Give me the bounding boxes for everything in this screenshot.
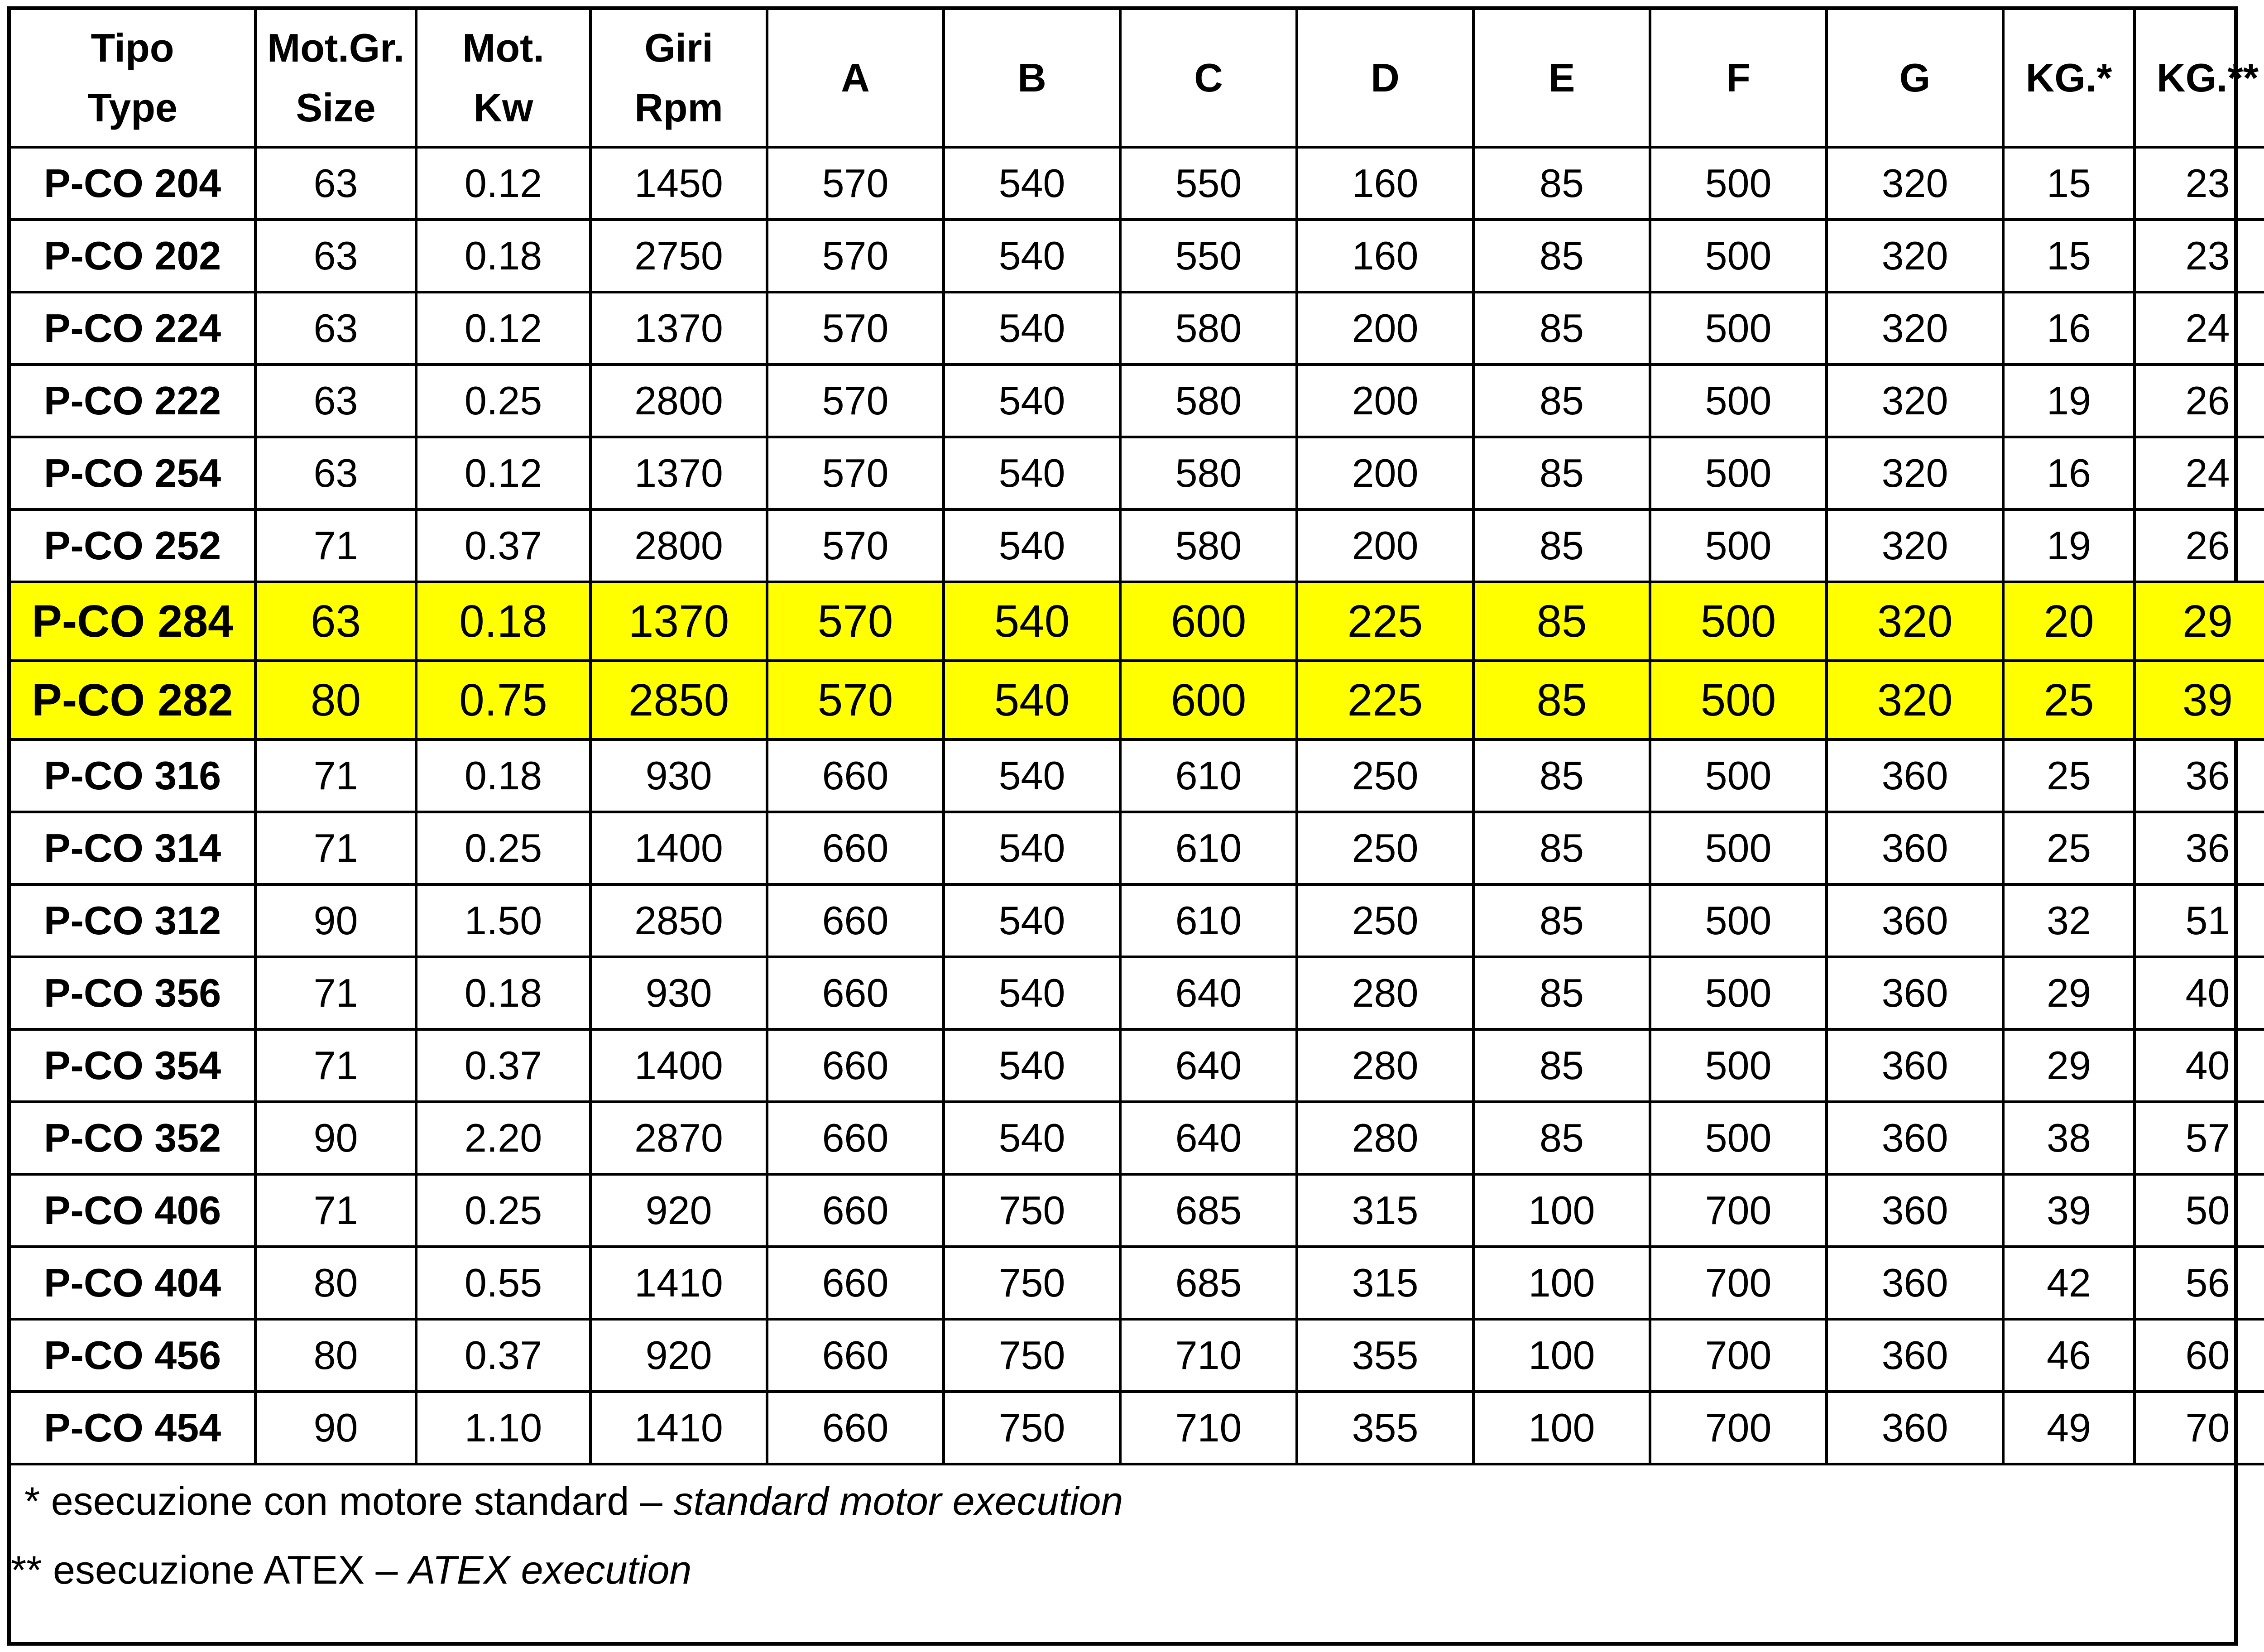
table-row	[11, 365, 2264, 437]
table-row	[11, 1174, 2264, 1247]
table-row	[11, 957, 2264, 1029]
cell-d: 200	[1297, 365, 1473, 437]
cell-kg-standard: 16	[2003, 292, 2134, 365]
cell-e: 85	[1473, 957, 1650, 1029]
header-type	[11, 10, 255, 147]
footnote-standard	[24, 1478, 1123, 1524]
cell-d: 355	[1297, 1319, 1473, 1392]
cell-a: 660	[767, 884, 944, 957]
header-type-en: Type	[87, 85, 177, 130]
cell-a: 570	[767, 365, 944, 437]
cell-c: 685	[1120, 1174, 1297, 1247]
cell-kg-standard: 49	[2003, 1392, 2134, 1464]
cell-rpm: 1410	[590, 1392, 767, 1464]
cell-kg-standard: 25	[2003, 812, 2134, 884]
cell-b: 540	[944, 582, 1120, 661]
cell-f: 500	[1650, 582, 1827, 661]
cell-kg-atex: 40	[2134, 1029, 2264, 1102]
cell-d: 280	[1297, 957, 1473, 1029]
cell-rpm: 2870	[590, 1102, 767, 1174]
cell-e: 85	[1473, 661, 1650, 740]
cell-d: 280	[1297, 1102, 1473, 1174]
cell-f: 500	[1650, 292, 1827, 365]
cell-kg-atex: 40	[2134, 957, 2264, 1029]
cell-kw: 0.37	[416, 1319, 590, 1392]
cell-type: P-CO 202	[11, 220, 255, 292]
cell-kg-standard: 15	[2003, 220, 2134, 292]
cell-e: 85	[1473, 220, 1650, 292]
cell-a: 570	[767, 437, 944, 509]
cell-f: 500	[1650, 884, 1827, 957]
cell-size: 71	[255, 1174, 416, 1247]
cell-d: 355	[1297, 1392, 1473, 1464]
cell-size: 63	[255, 147, 416, 220]
cell-kg-atex: 39	[2134, 661, 2264, 740]
cell-f: 500	[1650, 957, 1827, 1029]
cell-f: 700	[1650, 1247, 1827, 1319]
cell-kw: 0.12	[416, 147, 590, 220]
cell-kg-atex: 70	[2134, 1392, 2264, 1464]
cell-c: 640	[1120, 1029, 1297, 1102]
cell-e: 85	[1473, 292, 1650, 365]
cell-g: 360	[1827, 1392, 2003, 1464]
cell-b: 540	[944, 1102, 1120, 1174]
cell-g: 320	[1827, 582, 2003, 661]
footnote-standard-text: * esecuzione con motore standard –	[24, 1479, 674, 1523]
table-row	[11, 437, 2264, 509]
cell-a: 570	[767, 147, 944, 220]
cell-size: 80	[255, 1319, 416, 1392]
header-kw-it: Mot.	[462, 25, 544, 70]
cell-kw: 0.37	[416, 509, 590, 582]
cell-b: 540	[944, 292, 1120, 365]
cell-c: 600	[1120, 582, 1297, 661]
cell-rpm: 1370	[590, 437, 767, 509]
cell-b: 540	[944, 220, 1120, 292]
cell-type: P-CO 354	[11, 1029, 255, 1102]
header-c: C	[1120, 10, 1297, 147]
cell-c: 580	[1120, 292, 1297, 365]
cell-a: 660	[767, 1029, 944, 1102]
cell-kg-atex: 26	[2134, 365, 2264, 437]
table-row	[11, 1102, 2264, 1174]
cell-a: 660	[767, 1174, 944, 1247]
spec-table-frame	[7, 6, 2259, 1646]
cell-type: P-CO 456	[11, 1319, 255, 1392]
header-size-it: Mot.Gr.	[267, 25, 405, 70]
cell-f: 500	[1650, 740, 1827, 812]
header-rpm-en: Rpm	[634, 85, 723, 130]
cell-e: 100	[1473, 1319, 1650, 1392]
table-row	[11, 740, 2264, 812]
cell-g: 320	[1827, 437, 2003, 509]
cell-f: 500	[1650, 509, 1827, 582]
cell-type: P-CO 252	[11, 509, 255, 582]
cell-a: 570	[767, 661, 944, 740]
cell-d: 160	[1297, 147, 1473, 220]
cell-kw: 0.18	[416, 582, 590, 661]
cell-a: 570	[767, 509, 944, 582]
cell-g: 360	[1827, 1319, 2003, 1392]
cell-rpm: 930	[590, 740, 767, 812]
cell-a: 660	[767, 812, 944, 884]
cell-kg-atex: 29	[2134, 582, 2264, 661]
cell-type: P-CO 454	[11, 1392, 255, 1464]
cell-b: 540	[944, 661, 1120, 740]
cell-kw: 0.55	[416, 1247, 590, 1319]
spec-table	[11, 10, 2264, 1465]
cell-rpm: 1410	[590, 1247, 767, 1319]
cell-size: 63	[255, 292, 416, 365]
cell-e: 85	[1473, 509, 1650, 582]
header-rpm	[590, 10, 767, 147]
cell-e: 85	[1473, 365, 1650, 437]
cell-c: 685	[1120, 1247, 1297, 1319]
cell-f: 700	[1650, 1174, 1827, 1247]
cell-type: P-CO 254	[11, 437, 255, 509]
header-f: F	[1650, 10, 1827, 147]
cell-rpm: 2750	[590, 220, 767, 292]
header-e: E	[1473, 10, 1650, 147]
cell-kg-atex: 24	[2134, 437, 2264, 509]
cell-b: 540	[944, 509, 1120, 582]
table-row	[11, 1392, 2264, 1464]
cell-size: 80	[255, 661, 416, 740]
cell-g: 320	[1827, 365, 2003, 437]
cell-kg-standard: 15	[2003, 147, 2134, 220]
cell-d: 280	[1297, 1029, 1473, 1102]
cell-kg-standard: 16	[2003, 437, 2134, 509]
cell-kw: 0.37	[416, 1029, 590, 1102]
cell-f: 500	[1650, 220, 1827, 292]
cell-size: 71	[255, 1029, 416, 1102]
cell-f: 500	[1650, 365, 1827, 437]
cell-g: 360	[1827, 1029, 2003, 1102]
cell-rpm: 1400	[590, 1029, 767, 1102]
header-kw-en: Kw	[473, 85, 533, 130]
table-row	[11, 1029, 2264, 1102]
footnote-atex-text: ** esecuzione ATEX –	[11, 1547, 409, 1592]
cell-b: 540	[944, 365, 1120, 437]
cell-kg-standard: 29	[2003, 957, 2134, 1029]
cell-kw: 0.12	[416, 292, 590, 365]
cell-c: 580	[1120, 365, 1297, 437]
cell-b: 540	[944, 884, 1120, 957]
cell-d: 225	[1297, 582, 1473, 661]
cell-rpm: 920	[590, 1174, 767, 1247]
cell-size: 63	[255, 365, 416, 437]
cell-f: 500	[1650, 661, 1827, 740]
cell-rpm: 930	[590, 957, 767, 1029]
table-row-highlighted	[11, 661, 2264, 740]
cell-b: 540	[944, 147, 1120, 220]
cell-c: 610	[1120, 884, 1297, 957]
cell-size: 63	[255, 582, 416, 661]
cell-b: 540	[944, 740, 1120, 812]
cell-size: 71	[255, 812, 416, 884]
cell-kg-atex: 50	[2134, 1174, 2264, 1247]
cell-e: 85	[1473, 740, 1650, 812]
cell-c: 710	[1120, 1319, 1297, 1392]
cell-c: 640	[1120, 1102, 1297, 1174]
table-row	[11, 884, 2264, 957]
cell-type: P-CO 224	[11, 292, 255, 365]
cell-g: 320	[1827, 147, 2003, 220]
header-d: D	[1297, 10, 1473, 147]
cell-c: 600	[1120, 661, 1297, 740]
header-kg-atex: KG.**	[2134, 10, 2264, 147]
header-g: G	[1827, 10, 2003, 147]
cell-kg-atex: 23	[2134, 220, 2264, 292]
cell-kg-standard: 46	[2003, 1319, 2134, 1392]
cell-b: 540	[944, 812, 1120, 884]
cell-d: 250	[1297, 740, 1473, 812]
cell-rpm: 2800	[590, 365, 767, 437]
cell-d: 160	[1297, 220, 1473, 292]
cell-a: 660	[767, 957, 944, 1029]
cell-e: 85	[1473, 1029, 1650, 1102]
cell-e: 85	[1473, 812, 1650, 884]
cell-a: 660	[767, 1392, 944, 1464]
cell-rpm: 920	[590, 1319, 767, 1392]
cell-f: 500	[1650, 147, 1827, 220]
header-b: B	[944, 10, 1120, 147]
table-row	[11, 509, 2264, 582]
cell-size: 71	[255, 740, 416, 812]
table-row	[11, 1319, 2264, 1392]
cell-c: 580	[1120, 509, 1297, 582]
cell-size: 90	[255, 1392, 416, 1464]
table-row	[11, 220, 2264, 292]
cell-g: 360	[1827, 740, 2003, 812]
cell-kw: 0.25	[416, 1174, 590, 1247]
cell-rpm: 2850	[590, 884, 767, 957]
header-size-en: Size	[296, 85, 376, 130]
cell-type: P-CO 406	[11, 1174, 255, 1247]
cell-e: 85	[1473, 884, 1650, 957]
cell-kw: 0.75	[416, 661, 590, 740]
cell-size: 90	[255, 884, 416, 957]
cell-kg-standard: 32	[2003, 884, 2134, 957]
cell-kg-standard: 38	[2003, 1102, 2134, 1174]
cell-kg-standard: 42	[2003, 1247, 2134, 1319]
cell-kw: 0.25	[416, 812, 590, 884]
header-size	[255, 10, 416, 147]
cell-e: 85	[1473, 582, 1650, 661]
cell-b: 540	[944, 957, 1120, 1029]
header-kw	[416, 10, 590, 147]
cell-kw: 0.25	[416, 365, 590, 437]
cell-c: 640	[1120, 957, 1297, 1029]
cell-a: 660	[767, 1102, 944, 1174]
cell-rpm: 1450	[590, 147, 767, 220]
cell-b: 540	[944, 1029, 1120, 1102]
cell-b: 750	[944, 1247, 1120, 1319]
cell-kg-atex: 24	[2134, 292, 2264, 365]
cell-g: 360	[1827, 1247, 2003, 1319]
cell-g: 320	[1827, 661, 2003, 740]
cell-f: 500	[1650, 1102, 1827, 1174]
footnote-atex-translation: ATEX execution	[408, 1547, 692, 1592]
header-kg-standard: KG.*	[2003, 10, 2134, 147]
cell-b: 750	[944, 1174, 1120, 1247]
cell-kg-standard: 29	[2003, 1029, 2134, 1102]
cell-g: 360	[1827, 812, 2003, 884]
cell-type: P-CO 314	[11, 812, 255, 884]
cell-c: 550	[1120, 147, 1297, 220]
cell-g: 320	[1827, 292, 2003, 365]
cell-size: 71	[255, 957, 416, 1029]
table-row-highlighted	[11, 582, 2264, 661]
cell-type: P-CO 284	[11, 582, 255, 661]
cell-rpm: 1400	[590, 812, 767, 884]
table-row	[11, 147, 2264, 220]
cell-kw: 0.18	[416, 957, 590, 1029]
cell-type: P-CO 356	[11, 957, 255, 1029]
cell-rpm: 1370	[590, 582, 767, 661]
cell-type: P-CO 312	[11, 884, 255, 957]
cell-kw: 1.10	[416, 1392, 590, 1464]
footnotes	[11, 1465, 2234, 1601]
cell-size: 90	[255, 1102, 416, 1174]
table-body	[11, 147, 2264, 1464]
cell-kg-atex: 60	[2134, 1319, 2264, 1392]
cell-a: 660	[767, 1319, 944, 1392]
cell-type: P-CO 222	[11, 365, 255, 437]
cell-type: P-CO 316	[11, 740, 255, 812]
cell-e: 85	[1473, 147, 1650, 220]
cell-kg-atex: 51	[2134, 884, 2264, 957]
cell-e: 85	[1473, 1102, 1650, 1174]
cell-c: 580	[1120, 437, 1297, 509]
cell-a: 660	[767, 740, 944, 812]
cell-d: 315	[1297, 1247, 1473, 1319]
cell-g: 320	[1827, 509, 2003, 582]
cell-d: 200	[1297, 437, 1473, 509]
header-rpm-it: Giri	[644, 25, 713, 70]
cell-kw: 2.20	[416, 1102, 590, 1174]
cell-size: 63	[255, 437, 416, 509]
cell-kg-standard: 19	[2003, 509, 2134, 582]
cell-kw: 0.18	[416, 740, 590, 812]
cell-rpm: 2850	[590, 661, 767, 740]
cell-d: 200	[1297, 509, 1473, 582]
cell-c: 610	[1120, 812, 1297, 884]
cell-f: 500	[1650, 437, 1827, 509]
cell-g: 360	[1827, 884, 2003, 957]
footnote-atex	[11, 1547, 691, 1593]
cell-kg-atex: 23	[2134, 147, 2264, 220]
header-a: A	[767, 10, 944, 147]
cell-size: 71	[255, 509, 416, 582]
cell-type: P-CO 352	[11, 1102, 255, 1174]
cell-type: P-CO 404	[11, 1247, 255, 1319]
cell-c: 550	[1120, 220, 1297, 292]
cell-d: 250	[1297, 884, 1473, 957]
cell-g: 320	[1827, 220, 2003, 292]
cell-kg-atex: 56	[2134, 1247, 2264, 1319]
cell-kg-atex: 36	[2134, 812, 2264, 884]
cell-kg-atex: 36	[2134, 740, 2264, 812]
table-row	[11, 812, 2264, 884]
footnote-standard-translation: standard motor execution	[673, 1479, 1123, 1523]
cell-a: 570	[767, 582, 944, 661]
cell-g: 360	[1827, 1174, 2003, 1247]
cell-a: 660	[767, 1247, 944, 1319]
cell-d: 200	[1297, 292, 1473, 365]
cell-kw: 1.50	[416, 884, 590, 957]
cell-d: 225	[1297, 661, 1473, 740]
cell-g: 360	[1827, 1102, 2003, 1174]
cell-kg-standard: 39	[2003, 1174, 2134, 1247]
table-row	[11, 292, 2264, 365]
cell-kg-atex: 57	[2134, 1102, 2264, 1174]
cell-rpm: 2800	[590, 509, 767, 582]
cell-kg-atex: 26	[2134, 509, 2264, 582]
cell-b: 750	[944, 1392, 1120, 1464]
cell-e: 100	[1473, 1247, 1650, 1319]
cell-e: 100	[1473, 1392, 1650, 1464]
header-row	[11, 10, 2264, 147]
cell-e: 100	[1473, 1174, 1650, 1247]
cell-kg-standard: 25	[2003, 661, 2134, 740]
cell-type: P-CO 204	[11, 147, 255, 220]
cell-e: 85	[1473, 437, 1650, 509]
cell-kg-standard: 19	[2003, 365, 2134, 437]
cell-g: 360	[1827, 957, 2003, 1029]
cell-d: 250	[1297, 812, 1473, 884]
cell-kw: 0.18	[416, 220, 590, 292]
cell-b: 750	[944, 1319, 1120, 1392]
cell-type: P-CO 282	[11, 661, 255, 740]
cell-size: 80	[255, 1247, 416, 1319]
cell-f: 500	[1650, 812, 1827, 884]
cell-c: 710	[1120, 1392, 1297, 1464]
cell-c: 610	[1120, 740, 1297, 812]
cell-b: 540	[944, 437, 1120, 509]
cell-f: 700	[1650, 1392, 1827, 1464]
cell-d: 315	[1297, 1174, 1473, 1247]
cell-a: 570	[767, 292, 944, 365]
cell-f: 500	[1650, 1029, 1827, 1102]
header-type-it: Tipo	[91, 25, 174, 70]
cell-a: 570	[767, 220, 944, 292]
cell-kg-standard: 25	[2003, 740, 2134, 812]
cell-rpm: 1370	[590, 292, 767, 365]
cell-size: 63	[255, 220, 416, 292]
cell-f: 700	[1650, 1319, 1827, 1392]
cell-kg-standard: 20	[2003, 582, 2134, 661]
cell-kw: 0.12	[416, 437, 590, 509]
table-row	[11, 1247, 2264, 1319]
